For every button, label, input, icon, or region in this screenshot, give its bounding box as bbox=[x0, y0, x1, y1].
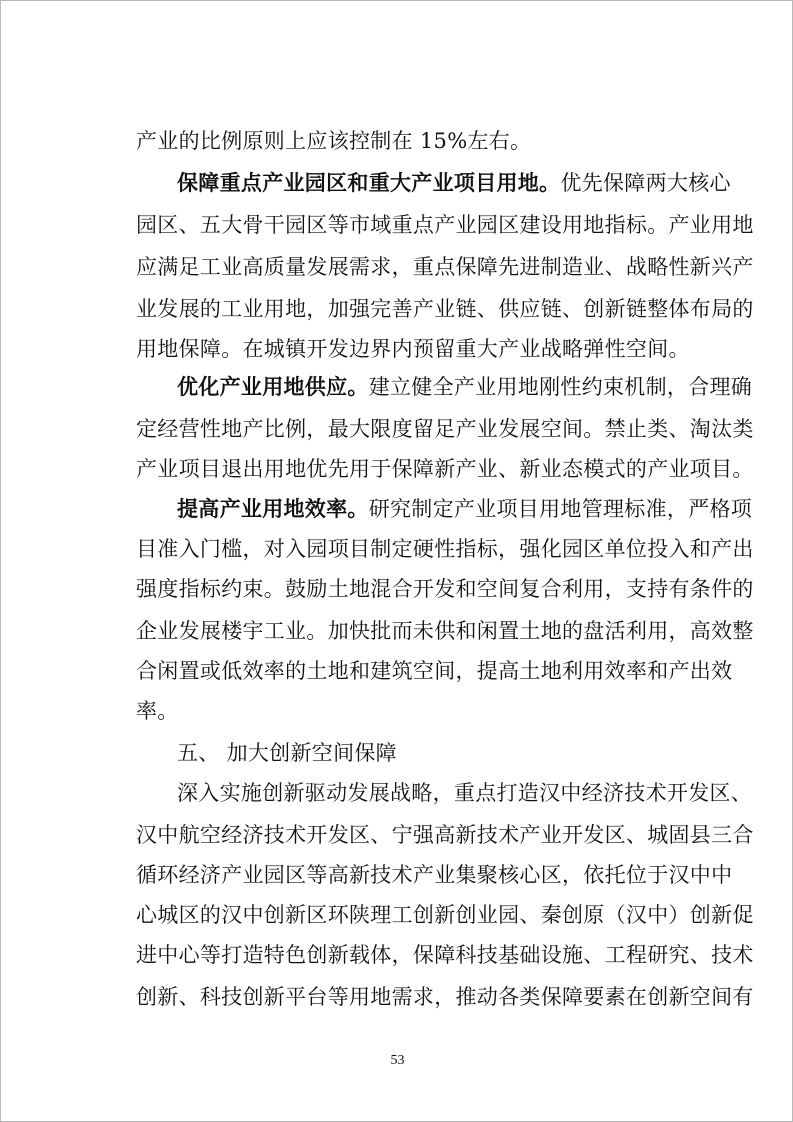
paragraph-line: 应满足工业高质量发展需求，重点保障先进制造业、战略性新兴产 bbox=[136, 255, 754, 279]
paragraph-line: 合闲置或低效率的土地和建筑空间，提高土地利用效率和产出效 bbox=[136, 659, 733, 683]
paragraph-line: 汉中航空经济技术开发区、宁强高新技术产业开发区、城固县三合 bbox=[136, 823, 754, 847]
paragraph-line: 循环经济产业园区等高新技术产业集聚核心区，依托位于汉中中 bbox=[136, 863, 733, 887]
paragraph-line: 用地保障。在城镇开发边界内预留重大产业战略弹性空间。 bbox=[136, 337, 690, 361]
bold-lead: 优化产业用地供应。 bbox=[177, 375, 369, 399]
paragraph-line: 率。 bbox=[136, 699, 179, 723]
paragraph-line: 优化产业用地供应。建立健全产业用地刚性约束机制，合理确 bbox=[177, 375, 753, 399]
paragraph-line: 深入实施创新驱动发展战略，重点打造汉中经济技术开发区、 bbox=[177, 781, 753, 805]
paragraph-line: 定经营性地产比例，最大限度留足产业发展空间。禁止类、淘汰类 bbox=[136, 417, 754, 441]
paragraph-line: 心城区的汉中创新区环陕理工创新创业园、秦创原（汉中）创新促 bbox=[136, 903, 754, 927]
paragraph-line: 业发展的工业用地，加强完善产业链、供应链、创新链整体布局的 bbox=[136, 297, 754, 321]
paragraph-line: 产业项目退出用地优先用于保障新产业、新业态模式的产业项目。 bbox=[136, 457, 754, 481]
paragraph-line: 进中心等打造特色创新载体，保障科技基础设施、工程研究、技术 bbox=[136, 943, 754, 967]
paragraph-line: 提高产业用地效率。研究制定产业项目用地管理标准，严格项 bbox=[177, 497, 753, 521]
paragraph-line: 企业发展楼宇工业。加快批而未供和闲置土地的盘活利用，高效整 bbox=[136, 619, 754, 643]
bold-lead: 提高产业用地效率。 bbox=[177, 497, 369, 521]
paragraph-line: 创新、科技创新平台等用地需求，推动各类保障要素在创新空间有 bbox=[136, 985, 754, 1009]
section-heading: 五、 加大创新空间保障 bbox=[177, 741, 397, 765]
bold-lead: 保障重点产业园区和重大产业项目用地。 bbox=[177, 171, 561, 195]
paragraph-line: 保障重点产业园区和重大产业项目用地。优先保障两大核心 bbox=[177, 171, 731, 195]
page-number: 53 bbox=[390, 1053, 405, 1068]
paragraph-line: 目准入门槛，对入园项目制定硬性指标，强化园区单位投入和产出 bbox=[136, 537, 754, 561]
paragraph-line: 产业的比例原则上应该控制在 15%左右。 bbox=[136, 129, 532, 153]
paragraph-line: 强度指标约束。鼓励土地混合开发和空间复合利用，支持有条件的 bbox=[136, 577, 754, 601]
paragraph-line: 园区、五大骨干园区等市域重点产业园区建设用地指标。产业用地 bbox=[136, 213, 754, 237]
